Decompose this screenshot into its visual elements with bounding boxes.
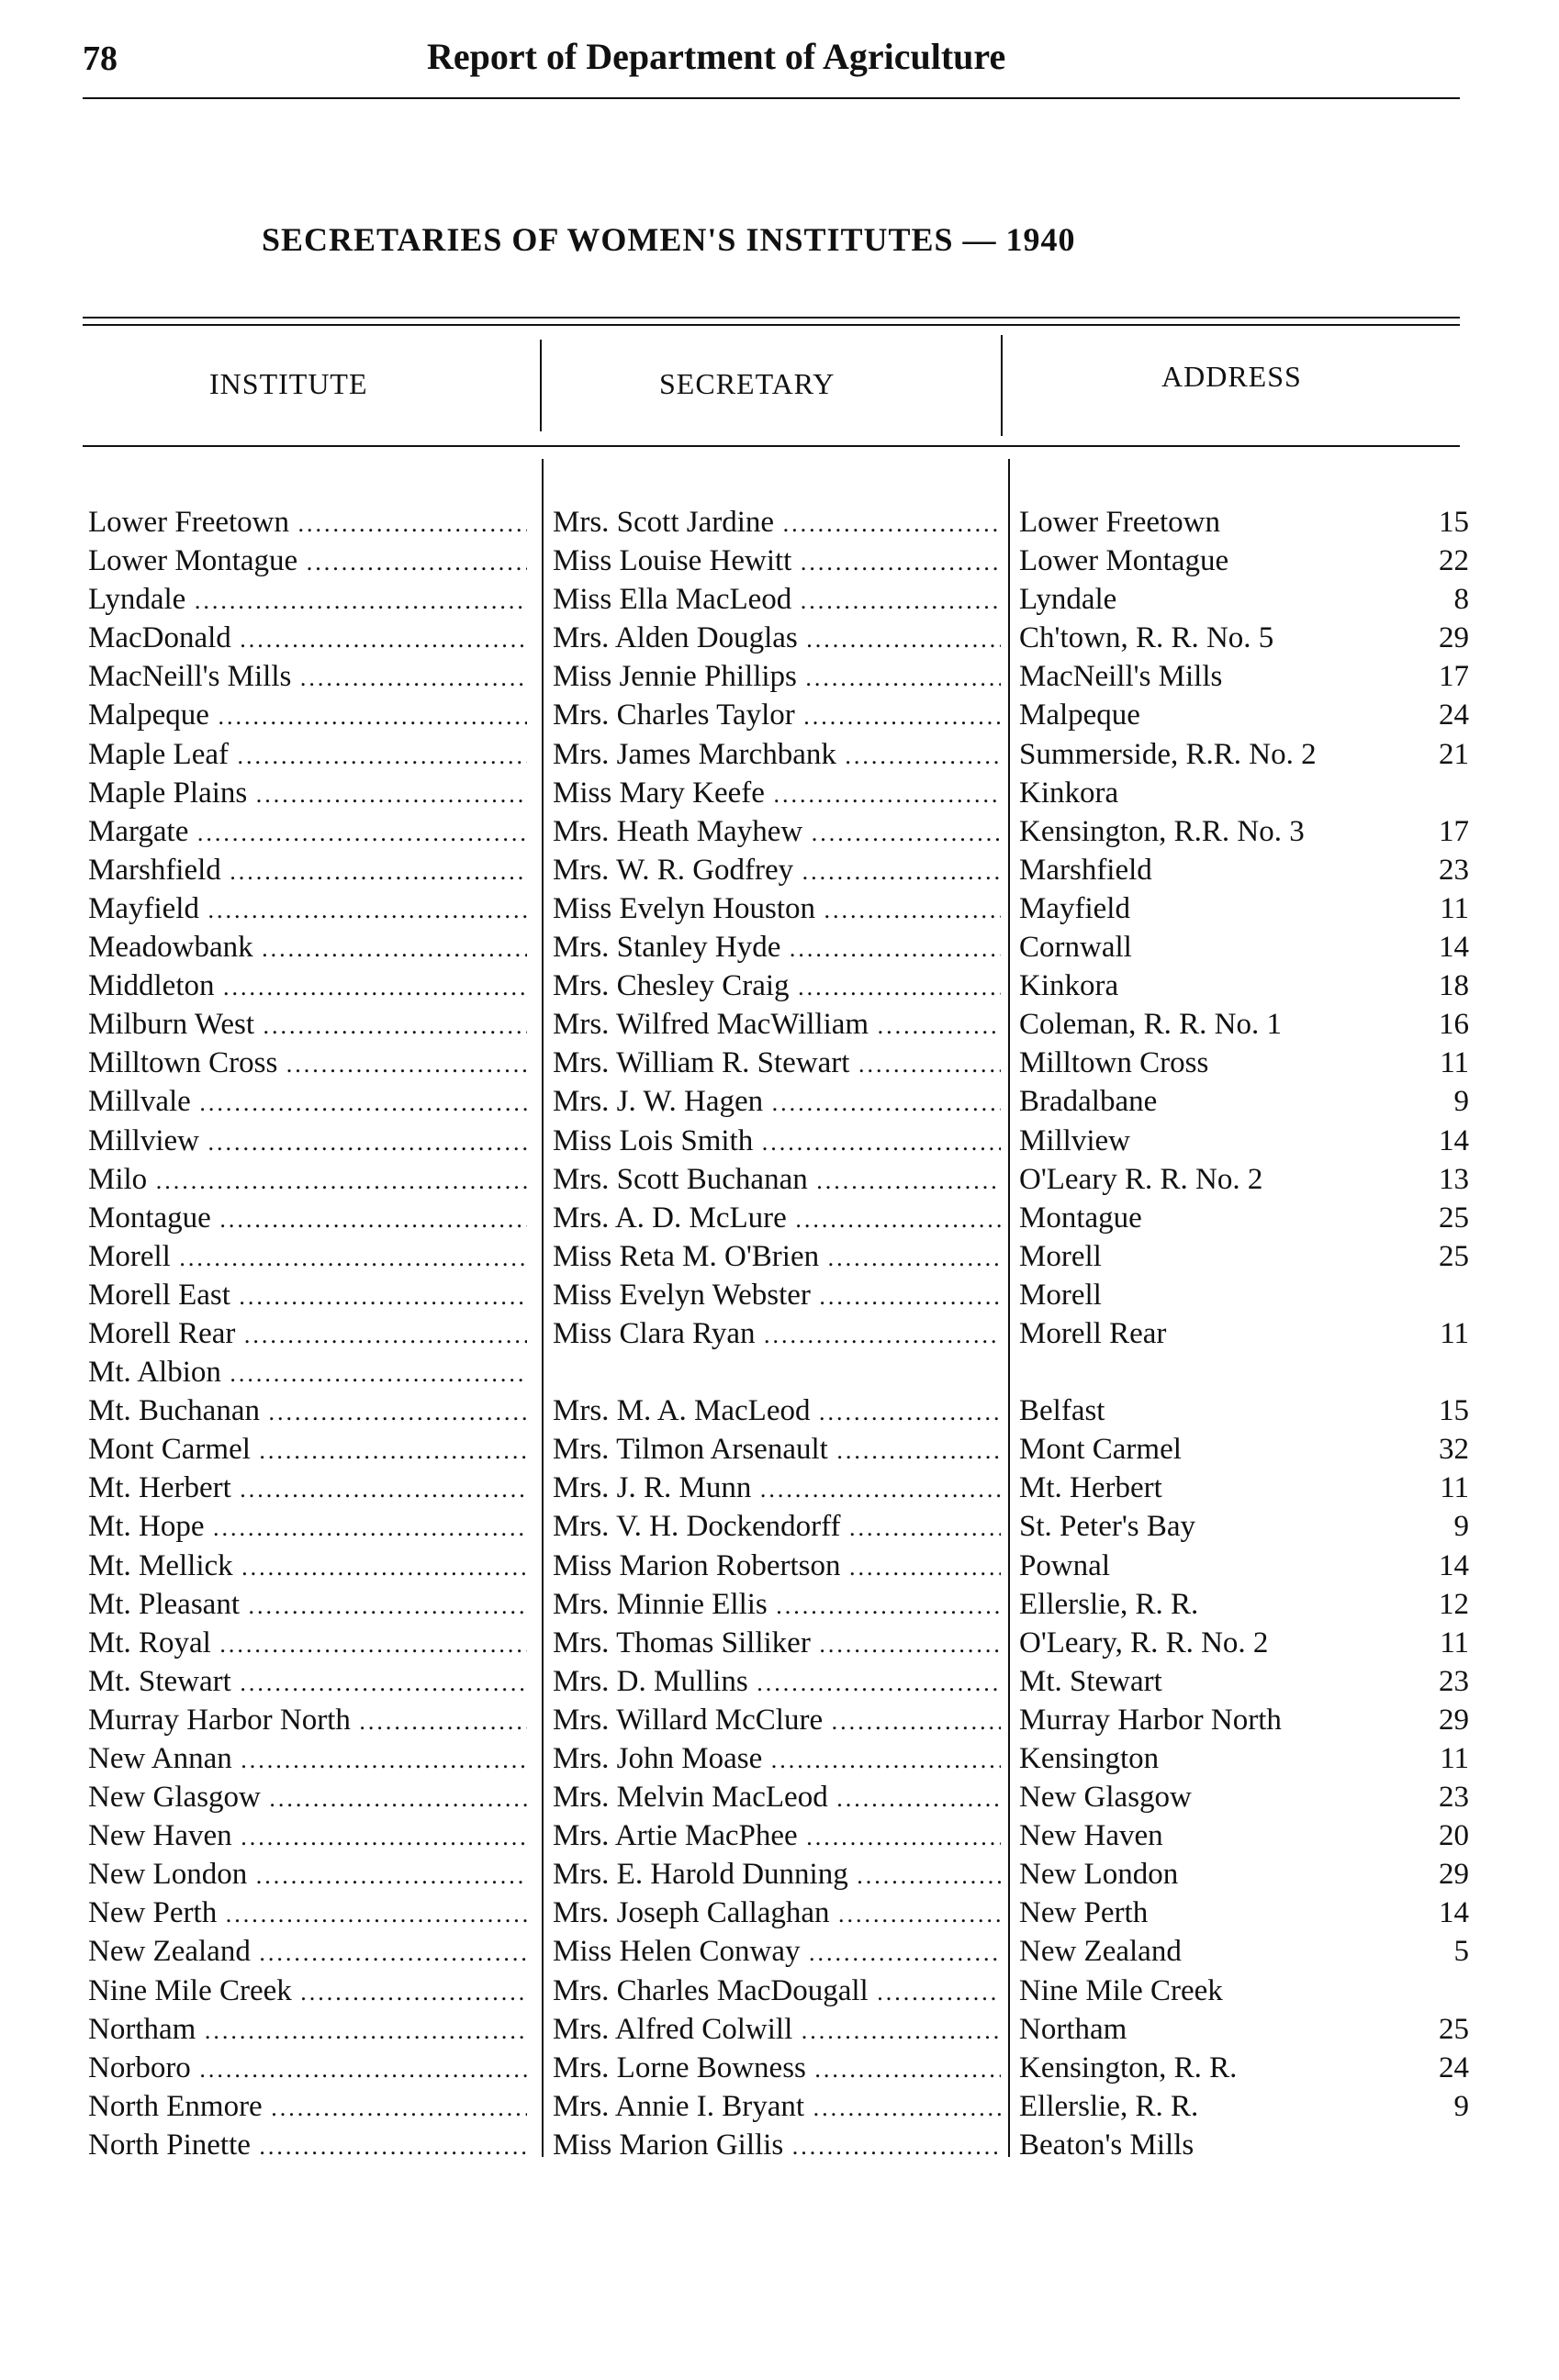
number-cell: 24 xyxy=(1439,2050,1469,2084)
address-cell: Kensington xyxy=(1019,1742,1160,1775)
column-header-institute: INSTITUTE xyxy=(209,367,368,400)
number-cell: 14 xyxy=(1439,1123,1469,1157)
number-cell: 29 xyxy=(1439,1858,1469,1892)
institute-cell: MacNeill's Mills ..... xyxy=(88,657,527,698)
address-cell: Morell xyxy=(1019,1278,1102,1312)
secretary-cell: Mrs. Scott Buchanan ..... xyxy=(553,1160,1001,1201)
number-cell: 11 xyxy=(1440,1316,1469,1350)
institute-cell: Maple Leaf ..... xyxy=(88,735,527,776)
page-number: 78 xyxy=(83,39,118,78)
table-row xyxy=(0,580,1559,619)
table-row xyxy=(0,1314,1559,1353)
table-row xyxy=(0,1932,1559,1971)
address-cell: New Glasgow xyxy=(1019,1781,1192,1815)
table-row xyxy=(0,889,1559,928)
secretary-cell: Miss Ella MacLeod ..... xyxy=(553,580,1001,620)
table-row xyxy=(0,1855,1559,1894)
table-row xyxy=(0,928,1559,967)
address-cell: Ellerslie, R. R. xyxy=(1019,2089,1199,2123)
table-row xyxy=(0,542,1559,580)
table-row xyxy=(0,1816,1559,1855)
secretary-cell: Miss Jennie Phillips ..... xyxy=(553,657,1001,698)
table-row xyxy=(0,735,1559,774)
secretary-cell: Miss Reta M. O'Brien ..... xyxy=(553,1237,1001,1278)
address-cell: Lower Freetown xyxy=(1019,506,1221,539)
institute-cell: New Perth ..... xyxy=(88,1894,527,1934)
table-row xyxy=(0,812,1559,851)
institute-cell: Middleton ..... xyxy=(88,967,527,1007)
address-cell: Morell xyxy=(1019,1239,1102,1273)
secretary-cell: Mrs. Tilmon Arsenault ..... xyxy=(553,1430,1001,1470)
number-cell: 22 xyxy=(1439,544,1469,578)
table-row xyxy=(0,657,1559,696)
header-rule xyxy=(83,97,1460,99)
number-cell: 17 xyxy=(1439,660,1469,694)
secretary-cell: Mrs. D. Mullins ..... xyxy=(553,1662,1001,1703)
number-cell: 18 xyxy=(1439,969,1469,1003)
secretary-cell: Mrs. J. R. Munn ..... xyxy=(553,1469,1001,1509)
secretary-cell: Mrs. A. D. McLure ..... xyxy=(553,1199,1001,1239)
address-cell: Milltown Cross xyxy=(1019,1046,1209,1080)
secretary-cell: Mrs. Artie MacPhee ..... xyxy=(553,1816,1001,1857)
table-row xyxy=(0,2087,1559,2126)
address-cell: Coleman, R. R. No. 1 xyxy=(1019,1008,1282,1042)
table-row xyxy=(0,2010,1559,2049)
institute-cell: Mt. Albion ..... xyxy=(88,1353,527,1393)
number-cell: 5 xyxy=(1453,1935,1469,1969)
number-cell: 14 xyxy=(1439,931,1469,965)
institute-cell: MacDonald ..... xyxy=(88,619,527,659)
institute-cell: Mayfield ..... xyxy=(88,889,527,930)
number-cell: 11 xyxy=(1440,1471,1469,1505)
address-cell: Summerside, R.R. No. 2 xyxy=(1019,737,1317,771)
address-cell: Bradalbane xyxy=(1019,1085,1158,1119)
address-cell: Millview xyxy=(1019,1123,1130,1157)
address-cell: Mt. Herbert xyxy=(1019,1471,1162,1505)
table-row xyxy=(0,774,1559,812)
secretary-cell: Mrs. J. W. Hagen ..... xyxy=(553,1082,1001,1123)
table-row xyxy=(0,1507,1559,1546)
number-cell: 17 xyxy=(1439,814,1469,848)
table-row xyxy=(0,1276,1559,1314)
table-row xyxy=(0,1585,1559,1624)
institute-cell: Malpeque ..... xyxy=(88,696,527,736)
secretary-cell: Mrs. Thomas Silliker ..... xyxy=(553,1624,1001,1664)
institute-cell: Mt. Buchanan ..... xyxy=(88,1391,527,1432)
table-row xyxy=(0,1353,1559,1391)
page-title: SECRETARIES OF WOMEN'S INSTITUTES — 1940 xyxy=(262,221,1076,258)
secretary-cell: Mrs. Wilfred MacWilliam ..... xyxy=(553,1005,1001,1045)
number-cell: 23 xyxy=(1439,1664,1469,1698)
number-cell: 24 xyxy=(1439,698,1469,732)
secretary-cell: Mrs. E. Harold Dunning ..... xyxy=(553,1855,1001,1895)
institute-cell: Morell ..... xyxy=(88,1237,527,1278)
table-row xyxy=(0,851,1559,889)
institute-cell: Mt. Pleasant ..... xyxy=(88,1585,527,1626)
secretary-cell: Mrs. Charles MacDougall ..... xyxy=(553,1972,1001,2012)
secretary-cell: Mrs. William R. Stewart ..... xyxy=(553,1044,1001,1084)
address-cell: New Zealand xyxy=(1019,1935,1182,1969)
secretary-cell: Miss Louise Hewitt ..... xyxy=(553,542,1001,582)
institute-cell: Morell Rear ..... xyxy=(88,1314,527,1355)
column-header-secretary: SECRETARY xyxy=(659,367,836,400)
address-cell: Marshfield xyxy=(1019,853,1152,887)
address-cell: Beaton's Mills xyxy=(1019,2128,1194,2162)
table-row xyxy=(0,2126,1559,2164)
institute-cell: Murray Harbor North ..... xyxy=(88,1701,527,1741)
number-cell: 11 xyxy=(1440,1046,1469,1080)
address-cell: MacNeill's Mills xyxy=(1019,660,1223,694)
secretary-cell: Mrs. Lorne Bowness ..... xyxy=(553,2049,1001,2089)
institute-cell: New Annan ..... xyxy=(88,1739,527,1780)
secretary-cell: Mrs. Stanley Hyde ..... xyxy=(553,928,1001,968)
institute-cell: Mt. Royal ..... xyxy=(88,1624,527,1664)
number-cell: 23 xyxy=(1439,1781,1469,1815)
secretary-cell: Miss Helen Conway ..... xyxy=(553,1932,1001,1972)
secretary-cell: Mrs. Minnie Ellis ..... xyxy=(553,1585,1001,1626)
table-row xyxy=(0,1701,1559,1739)
number-cell: 25 xyxy=(1439,2012,1469,2046)
institute-cell: New Glasgow ..... xyxy=(88,1778,527,1818)
number-cell: 14 xyxy=(1439,1896,1469,1930)
number-cell: 16 xyxy=(1439,1008,1469,1042)
address-cell: Malpeque xyxy=(1019,698,1140,732)
table-row xyxy=(0,1082,1559,1121)
secretary-cell: Mrs. John Moase ..... xyxy=(553,1739,1001,1780)
header-divider-2 xyxy=(1001,335,1003,436)
number-cell: 23 xyxy=(1439,853,1469,887)
table-top-rule xyxy=(83,317,1460,318)
institute-cell: Mt. Hope ..... xyxy=(88,1507,527,1548)
secretary-cell: Mrs. Chesley Craig ..... xyxy=(553,967,1001,1007)
institute-cell: Northam ..... xyxy=(88,2010,527,2050)
secretary-cell: Mrs. Joseph Callaghan ..... xyxy=(553,1894,1001,1934)
institute-cell: Margate ..... xyxy=(88,812,527,853)
address-cell: Ellerslie, R. R. xyxy=(1019,1587,1199,1621)
number-cell: 20 xyxy=(1439,1819,1469,1853)
running-title: Report of Department of Agriculture xyxy=(427,36,1006,77)
secretary-cell: Mrs. Scott Jardine ..... xyxy=(553,503,1001,543)
address-cell: Murray Harbor North xyxy=(1019,1703,1282,1737)
number-cell: 15 xyxy=(1439,506,1469,539)
table-row xyxy=(0,1044,1559,1082)
number-cell: 15 xyxy=(1439,1394,1469,1428)
secretary-cell: Miss Evelyn Webster ..... xyxy=(553,1276,1001,1316)
number-cell: 25 xyxy=(1439,1239,1469,1273)
secretary-cell: Mrs. Alfred Colwill ..... xyxy=(553,2010,1001,2050)
header-bottom-rule xyxy=(83,445,1460,447)
institute-cell: Maple Plains ..... xyxy=(88,774,527,814)
table-row xyxy=(0,1739,1559,1778)
table-row xyxy=(0,1547,1559,1585)
secretary-cell: Miss Marion Gillis ..... xyxy=(553,2126,1001,2166)
institute-cell: Milo ..... xyxy=(88,1160,527,1201)
number-cell: 11 xyxy=(1440,1742,1469,1775)
number-cell: 9 xyxy=(1453,2089,1469,2123)
institute-cell: Lower Montague ..... xyxy=(88,542,527,582)
number-cell: 32 xyxy=(1439,1433,1469,1467)
institute-cell: Millview ..... xyxy=(88,1122,527,1162)
institute-cell: Milburn West ..... xyxy=(88,1005,527,1045)
address-cell: Nine Mile Creek xyxy=(1019,1973,1223,2007)
number-cell: 11 xyxy=(1440,1626,1469,1659)
secretary-cell: Miss Clara Ryan ..... xyxy=(553,1314,1001,1355)
number-cell: 9 xyxy=(1453,1510,1469,1544)
institute-cell: Meadowbank ..... xyxy=(88,928,527,968)
secretary-cell: Mrs. Annie I. Bryant ..... xyxy=(553,2087,1001,2128)
secretary-cell: Miss Lois Smith ..... xyxy=(553,1122,1001,1162)
address-cell: Kensington, R. R. xyxy=(1019,2050,1238,2084)
table-body xyxy=(0,503,1559,2164)
address-cell: Lyndale xyxy=(1019,583,1117,617)
address-cell: Mt. Stewart xyxy=(1019,1664,1162,1698)
address-cell: Northam xyxy=(1019,2012,1127,2046)
table-row xyxy=(0,1199,1559,1237)
institute-cell: Lyndale ..... xyxy=(88,580,527,620)
table-row xyxy=(0,1469,1559,1507)
address-cell: Belfast xyxy=(1019,1394,1105,1428)
number-cell: 25 xyxy=(1439,1201,1469,1235)
institute-cell: New Zealand ..... xyxy=(88,1932,527,1972)
secretary-cell: Mrs. Willard McClure ..... xyxy=(553,1701,1001,1741)
address-cell: Morell Rear xyxy=(1019,1316,1167,1350)
secretary-cell: Mrs. Melvin MacLeod ..... xyxy=(553,1778,1001,1818)
address-cell: Lower Montague xyxy=(1019,544,1229,578)
institute-cell: Montague ..... xyxy=(88,1199,527,1239)
secretary-cell: Mrs. Heath Mayhew ..... xyxy=(553,812,1001,853)
table-row xyxy=(0,1005,1559,1044)
address-cell: Mayfield xyxy=(1019,891,1130,925)
institute-cell: Mont Carmel ..... xyxy=(88,1430,527,1470)
institute-cell: North Pinette ..... xyxy=(88,2126,527,2166)
institute-cell: Mt. Stewart ..... xyxy=(88,1662,527,1703)
table-row xyxy=(0,1122,1559,1160)
secretary-cell: Miss Marion Robertson ..... xyxy=(553,1547,1001,1587)
table-row xyxy=(0,1624,1559,1662)
table-row xyxy=(0,967,1559,1005)
number-cell: 8 xyxy=(1453,583,1469,617)
table-row xyxy=(0,1237,1559,1276)
table-row xyxy=(0,619,1559,657)
address-cell: New Haven xyxy=(1019,1819,1163,1853)
table-row xyxy=(0,1430,1559,1469)
address-cell: O'Leary, R. R. No. 2 xyxy=(1019,1626,1269,1659)
number-cell: 13 xyxy=(1439,1162,1469,1196)
table-row xyxy=(0,1391,1559,1430)
table-row xyxy=(0,1160,1559,1199)
table-row xyxy=(0,1778,1559,1816)
secretary-cell: Miss Mary Keefe ..... xyxy=(553,774,1001,814)
number-cell: 14 xyxy=(1439,1548,1469,1582)
table-row xyxy=(0,503,1559,542)
table-row xyxy=(0,1972,1559,2010)
number-cell: 29 xyxy=(1439,621,1469,655)
institute-cell: New London ..... xyxy=(88,1855,527,1895)
institute-cell: Millvale ..... xyxy=(88,1082,527,1123)
address-cell: Kinkora xyxy=(1019,969,1119,1003)
institute-cell: Milltown Cross ..... xyxy=(88,1044,527,1084)
table-row xyxy=(0,2049,1559,2087)
running-head xyxy=(83,31,1460,95)
address-cell: Kensington, R.R. No. 3 xyxy=(1019,814,1305,848)
institute-cell: Morell East ..... xyxy=(88,1276,527,1316)
institute-cell: Nine Mile Creek ..... xyxy=(88,1972,527,2012)
header-divider-1 xyxy=(540,340,542,431)
institute-cell: North Enmore ..... xyxy=(88,2087,527,2128)
secretary-cell: Miss Evelyn Houston ..... xyxy=(553,889,1001,930)
number-cell: 29 xyxy=(1439,1703,1469,1737)
institute-cell: Mt. Mellick ..... xyxy=(88,1547,527,1587)
table-top-rule-inner xyxy=(83,324,1460,326)
institute-cell: Marshfield ..... xyxy=(88,851,527,891)
number-cell: 12 xyxy=(1439,1587,1469,1621)
table-row xyxy=(0,696,1559,734)
address-cell: Mont Carmel xyxy=(1019,1433,1182,1467)
secretary-cell: Mrs. Charles Taylor ..... xyxy=(553,696,1001,736)
secretary-cell: Mrs. W. R. Godfrey ..... xyxy=(553,851,1001,891)
address-cell: Ch'town, R. R. No. 5 xyxy=(1019,621,1274,655)
address-cell: New London xyxy=(1019,1858,1179,1892)
address-cell: New Perth xyxy=(1019,1896,1149,1930)
number-cell: 9 xyxy=(1453,1085,1469,1119)
number-cell: 11 xyxy=(1440,891,1469,925)
institute-cell: Lower Freetown ..... xyxy=(88,503,527,543)
institute-cell: Norboro ..... xyxy=(88,2049,527,2089)
address-cell: Kinkora xyxy=(1019,776,1119,810)
address-cell: Pownal xyxy=(1019,1548,1110,1582)
column-header-address: ADDRESS xyxy=(1161,360,1302,393)
address-cell: O'Leary R. R. No. 2 xyxy=(1019,1162,1263,1196)
institute-cell: New Haven ..... xyxy=(88,1816,527,1857)
secretary-cell: Mrs. M. A. MacLeod ..... xyxy=(553,1391,1001,1432)
address-cell: Cornwall xyxy=(1019,931,1132,965)
secretary-cell: Mrs. V. H. Dockendorff ..... xyxy=(553,1507,1001,1548)
table-row xyxy=(0,1662,1559,1701)
address-cell: Montague xyxy=(1019,1201,1142,1235)
number-cell: 21 xyxy=(1439,737,1469,771)
secretary-cell: Mrs. Alden Douglas ..... xyxy=(553,619,1001,659)
address-cell: St. Peter's Bay xyxy=(1019,1510,1196,1544)
table-row xyxy=(0,1894,1559,1932)
institute-cell: Mt. Herbert ..... xyxy=(88,1469,527,1509)
secretary-cell: Mrs. James Marchbank ..... xyxy=(553,735,1001,776)
